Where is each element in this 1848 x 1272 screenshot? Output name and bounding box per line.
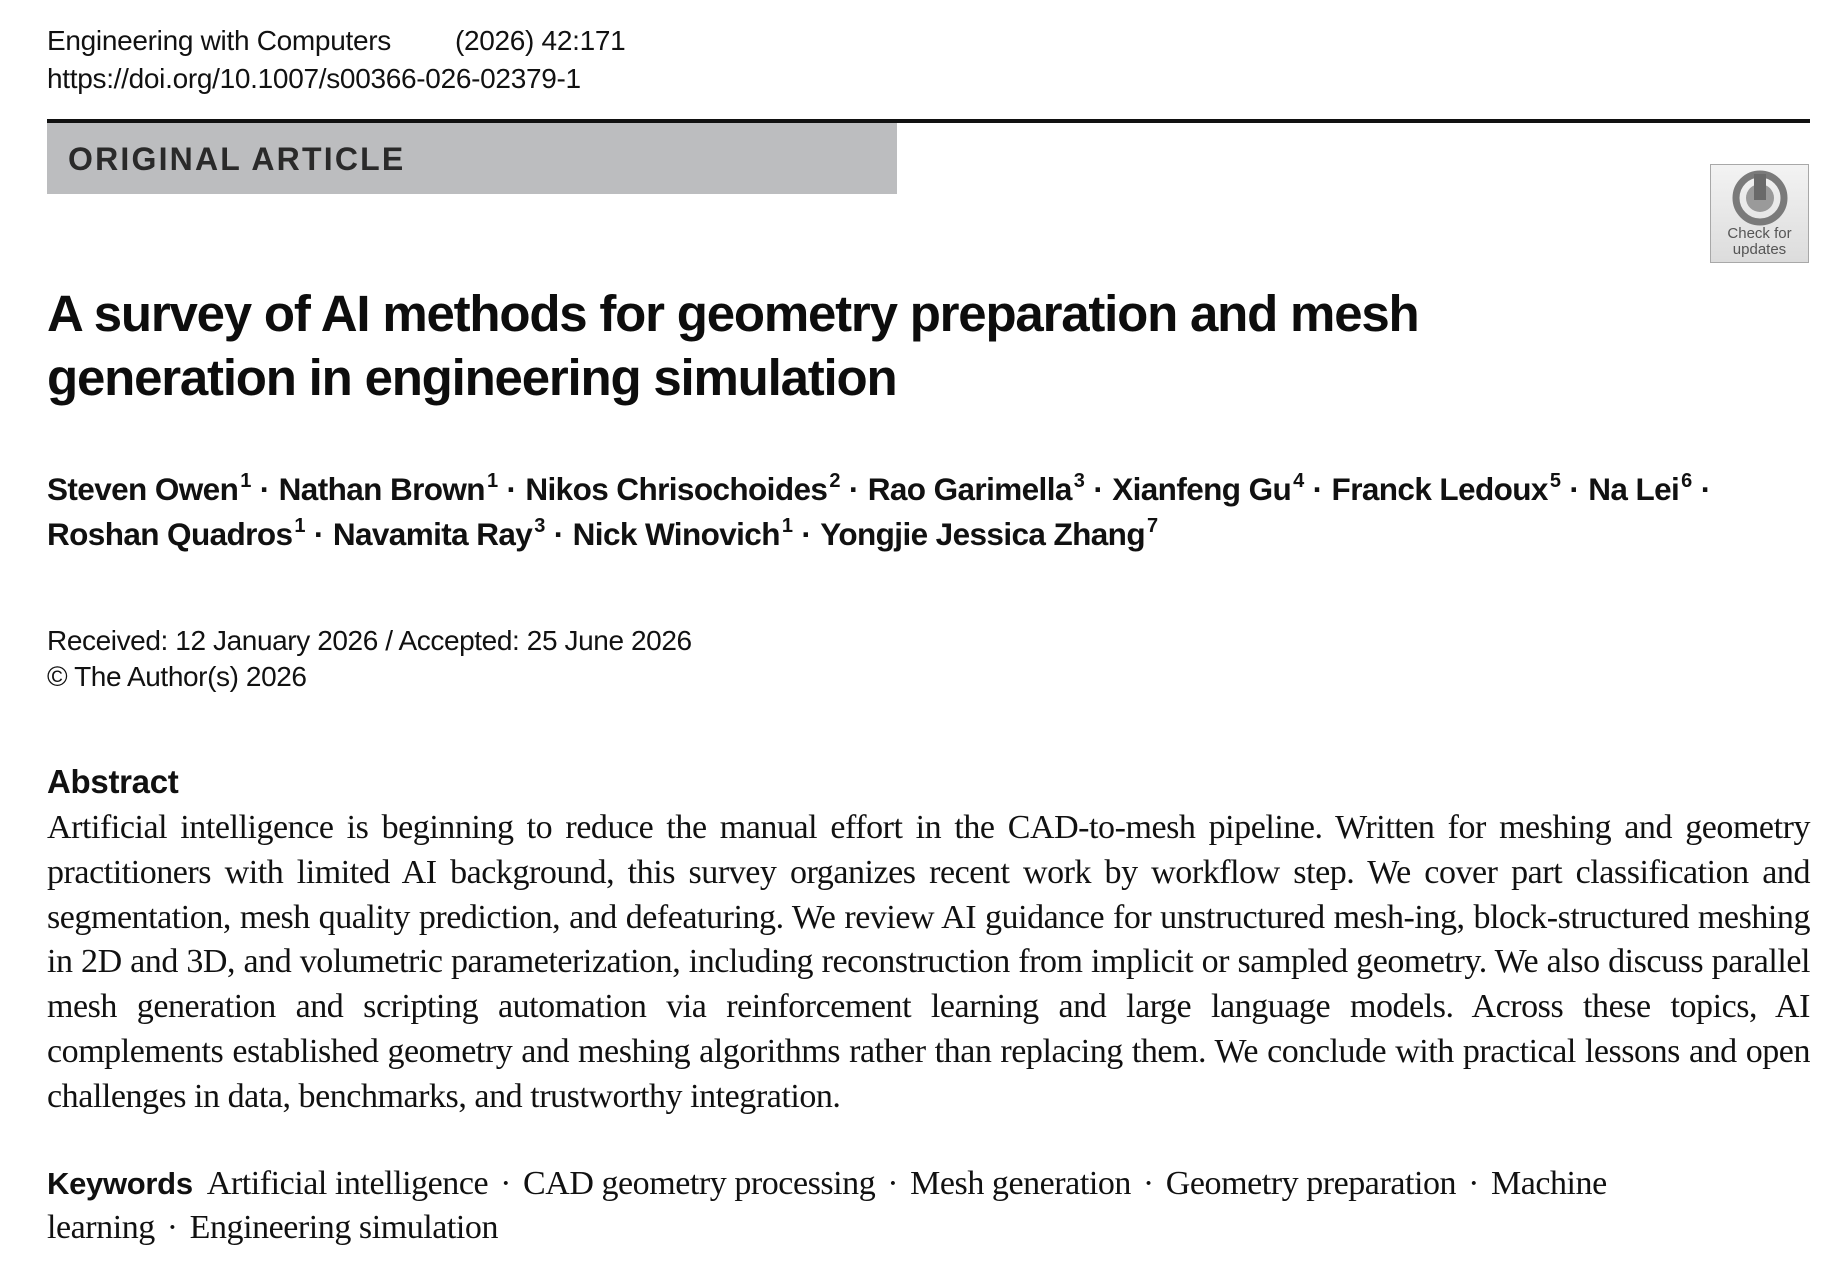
check-for-updates-badge-icon bbox=[1732, 170, 1788, 226]
author[interactable]: Roshan Quadros $^1$ bbox=[47, 515, 305, 552]
author[interactable]: Na Lei $^6$ bbox=[1588, 470, 1692, 507]
keywords-label: Keywords bbox=[47, 1166, 193, 1201]
author[interactable]: Yongjie Jessica Zhang $^7$ bbox=[820, 515, 1158, 552]
journal-name: Engineering with Computers bbox=[47, 25, 391, 56]
author[interactable]: Xianfeng Gu $^4$ bbox=[1112, 470, 1304, 507]
keyword: Geometry preparation bbox=[1165, 1165, 1457, 1202]
author[interactable]: Rao Garimella $^3$ bbox=[867, 470, 1085, 507]
article-title: A survey of AI methods for geometry preparation and mesh generation in engineering simulation bbox=[47, 285, 1419, 406]
author[interactable]: Nathan Brown $^1$ bbox=[278, 470, 498, 507]
keyword: Machine learning bbox=[47, 1165, 1607, 1246]
author[interactable]: Navamita Ray $^3$ bbox=[332, 515, 545, 552]
author-line: Steven Owen $^1$ · Nathan Brown $^1$ · Nikos Chrisochoides $^2$ · Rao Garimella $^3$ · Xianfeng Gu $^4$ · Franck Ledoux $^5$ · Na Lei $^6$ · bbox=[47, 470, 1711, 507]
abstract-text: Artificial intelligence is beginning to reduce the manual effort in the CAD-to-mesh pipeline. Written for meshing and geometry practitioners with limited AI background, this survey organizes recent work by workflow step. We cover part classification and segmentation, mesh quality prediction, and defeaturing. We review AI guidance for unstructured mesh-ing, block-structured meshing in 2D and 3D, and volumetric parameterization, including reconstruction from implicit or sampled geometry. We also discuss parallel mesh generation and scripting automation via reinforcement learning and large language models. Across these topics, AI complements established geometry and meshing algorithms rather than replacing them. We conclude with practical lessons and open challenges in data, benchmarks, and trustworthy integration. bbox=[47, 809, 1810, 1115]
author[interactable]: Nikos Chrisochoides $^2$ bbox=[525, 470, 840, 507]
article-type-label: ORIGINAL ARTICLE bbox=[68, 141, 406, 177]
received-accepted-dates: Received: 12 January 2026 / Accepted: 25 June 2026 bbox=[47, 625, 692, 656]
author[interactable]: Nick Winovich $^1$ bbox=[572, 515, 793, 552]
author[interactable]: Steven Owen $^1$ bbox=[47, 470, 251, 507]
author[interactable]: Franck Ledoux $^5$ bbox=[1331, 470, 1561, 507]
journal-header bbox=[47, 22, 625, 60]
article-page bbox=[47, 0, 1810, 1272]
keywords: Keywords Artificial intelligence · CAD geometry processing · Mesh generation · Geometry preparation · Machine learning · Engineering simulation bbox=[47, 1165, 1607, 1246]
keyword: CAD geometry processing bbox=[523, 1165, 876, 1202]
author-line: Roshan Quadros $^1$ · Navamita Ray $^3$ · Nick Winovich $^1$ · Yongjie Jessica Zhang $^7$ bbox=[47, 515, 1158, 552]
copyright-notice: © The Author(s) 2026 bbox=[47, 661, 307, 692]
check-for-updates-label: Check for updates bbox=[1727, 225, 1792, 258]
author-list bbox=[47, 467, 1810, 557]
keyword: Engineering simulation bbox=[189, 1209, 498, 1246]
article-type-banner bbox=[47, 123, 897, 194]
citation: (2026) 42:171 bbox=[454, 25, 626, 56]
keyword: Artificial intelligence bbox=[206, 1165, 489, 1202]
keyword: Mesh generation bbox=[910, 1165, 1131, 1202]
abstract-heading: Abstract bbox=[47, 763, 179, 800]
check-for-updates-button[interactable] bbox=[1710, 164, 1809, 263]
doi-link[interactable]: https://doi.org/10.1007/s00366-026-02379-1 bbox=[47, 63, 581, 94]
